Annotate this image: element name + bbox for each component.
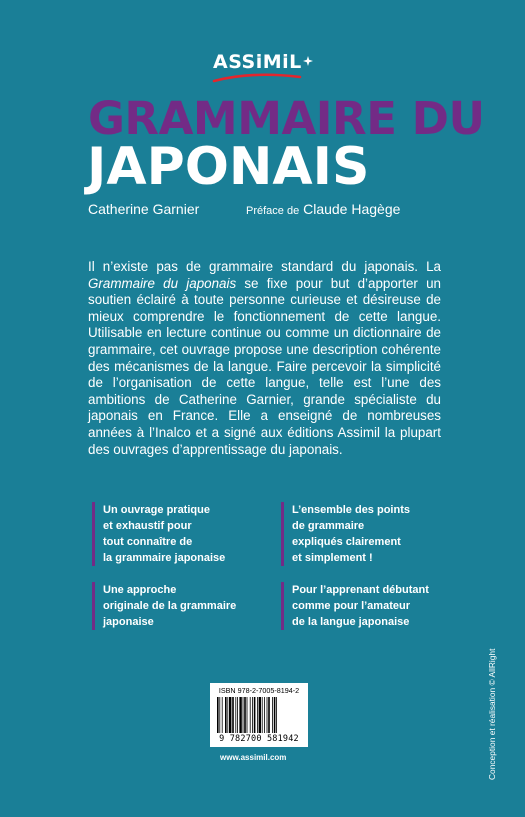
assimil-logo: ASSiMiL <box>213 51 302 73</box>
preface-credit <box>246 201 400 217</box>
title-line-1: GRAMMAIRE DU <box>88 92 485 145</box>
logo-swoosh-icon <box>212 73 302 83</box>
feature-line: Une approche <box>103 584 177 596</box>
feature-line: Pour l’apprenant débutant <box>292 584 429 596</box>
description-part-1: Il n’existe pas de grammaire standard du japonais. La <box>88 259 441 274</box>
feature-line: tout connaître de <box>103 536 193 548</box>
feature-line: originale de la grammaire <box>103 600 237 612</box>
feature-line: et simplement ! <box>292 552 373 564</box>
barcode-bars-icon <box>216 697 302 733</box>
feature-line: et exhaustif pour <box>103 520 192 532</box>
preface-author: Claude Hagège <box>303 201 401 217</box>
isbn-number: ISBN 978-2-7005-8194-2 <box>218 686 300 695</box>
feature-audience <box>281 582 429 630</box>
feature-line: de la langue japonaise <box>292 616 410 628</box>
book-description <box>88 259 441 458</box>
preface-label: Préface de <box>246 205 300 217</box>
feature-original-approach <box>92 582 236 630</box>
feature-line: comme pour l’amateur <box>292 600 410 612</box>
feature-line: japonaise <box>103 616 154 628</box>
design-credit: Conception et réalisation © AllRight <box>487 648 497 780</box>
description-part-2: se fixe pour but d’apporter un soutien éclairé à toute personne curieuse et désireuse de mieux comprendre le fonctionnement de cette langue. Utilisable en lecture continue ou comme un dictionnaire de grammaire, cet ouvrage propose une description cohérente des mécanismes de la langue. Faire percevoir la simplicité de l’organisation de cette langue, telle est l’une des ambitions de Catherine Garnier, grande spécialiste du japonais en France. Elle a enseigné de nombreuses années à l’Inalco et a signé aux éditions Assimil la plupart des ouvrages d’apprentissage du japonais. <box>88 275 441 457</box>
feature-line: de grammaire <box>292 520 365 532</box>
feature-practical <box>92 502 225 566</box>
feature-clear-grammar <box>281 502 410 566</box>
website-url: www.assimil.com <box>220 753 287 762</box>
logo-star-icon <box>303 56 313 66</box>
title-line-2: JAPONAIS <box>87 137 370 197</box>
barcode <box>210 683 308 747</box>
barcode-digits: 9 782700 581942 <box>219 734 299 744</box>
description-title-italic: Grammaire du japonais <box>88 275 237 291</box>
author-name: Catherine Garnier <box>88 201 200 217</box>
feature-line: expliqués clairement <box>292 536 401 548</box>
feature-line: la grammaire japonaise <box>103 552 226 564</box>
feature-line: L’ensemble des points <box>292 504 410 516</box>
feature-line: Un ouvrage pratique <box>103 504 210 516</box>
